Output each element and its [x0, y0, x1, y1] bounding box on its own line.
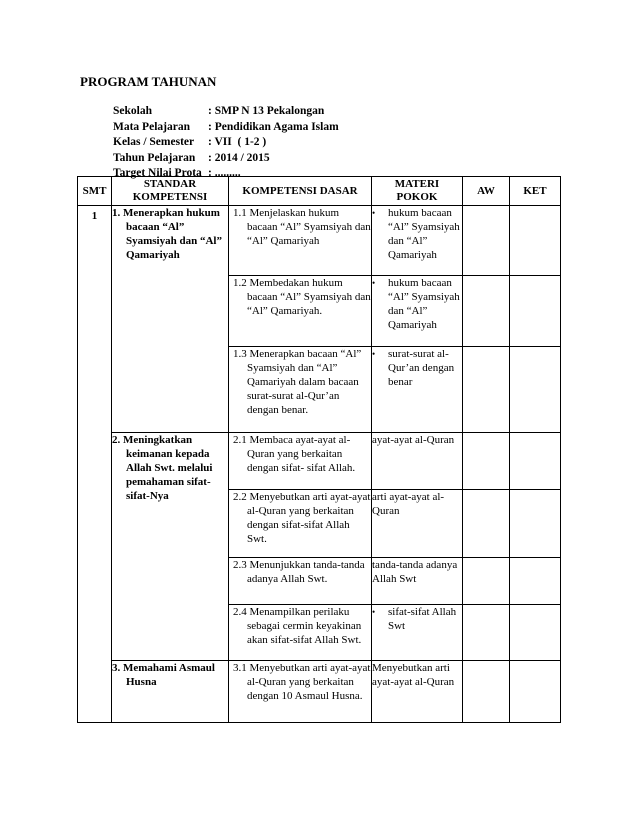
ket-cell [510, 433, 561, 490]
semester-number: 1 [91, 210, 98, 222]
info-row-mapel [113, 120, 339, 136]
mp-cell [372, 347, 463, 433]
table-row [78, 433, 561, 490]
header-kd: KOMPETENSI DASAR [229, 177, 372, 206]
mp-cell [372, 206, 463, 276]
mp-cell [372, 605, 463, 661]
aw-cell [463, 206, 510, 276]
info-value: : SMP N 13 Pekalongan [208, 105, 325, 117]
header-smt: SMT [78, 177, 112, 206]
info-label: Kelas / Semester [113, 136, 195, 148]
ket-cell [510, 661, 561, 723]
mp-text: surat-surat al-Qur’an dengan benar [388, 348, 455, 388]
info-label: Tahun Pelajaran [113, 151, 196, 164]
aw-cell [463, 276, 510, 347]
bullet-icon: • [372, 349, 376, 359]
info-value: : ......... [208, 167, 241, 179]
sk-text: 3. Memahami Asmaul Husna [112, 662, 215, 688]
info-value: : 2014 / 2015 [208, 151, 270, 164]
kd-cell [229, 433, 372, 490]
kd-cell [229, 206, 372, 276]
mp-text: ayat-ayat al-Quran [372, 434, 455, 446]
kd-text: 1.2 Membedakan hukum bacaan “Al” Syamsiyah dan “Al” Qamariyah. [233, 277, 371, 317]
aw-cell [463, 605, 510, 661]
header-sk [112, 177, 229, 206]
info-row-tahun [113, 151, 339, 167]
info-value: : VII ( 1-2 ) [208, 136, 267, 148]
ket-cell [510, 347, 561, 433]
kd-text: 2.2 Menyebutkan arti ayat-ayat al-Quran yang berkaitan dengan sifat-sifat Allah Swt. [233, 491, 371, 545]
aw-cell [463, 433, 510, 490]
info-row-kelas [113, 135, 339, 151]
info-value: : Pendidikan Agama Islam [208, 120, 339, 133]
table-row [78, 206, 561, 276]
aw-cell [463, 661, 510, 723]
kd-cell [229, 490, 372, 558]
info-label: Sekolah [113, 105, 152, 117]
info-block [113, 104, 339, 182]
kd-text: 2.3 Menunjukkan tanda-tanda adanya Allah Swt. [233, 559, 365, 585]
bullet-icon: • [372, 607, 376, 617]
kd-text: 1.3 Menerapkan bacaan “Al” Syamsiyah dan “Al” Qamariyah dalam bacaan surat-surat al-Qur’an dengan benar. [233, 348, 362, 416]
header-sk-line1: STANDAR [143, 178, 197, 190]
ket-cell [510, 605, 561, 661]
info-label: Target Nilai Prota [113, 167, 202, 179]
kd-cell [229, 605, 372, 661]
mp-text: arti ayat-ayat al-Quran [372, 491, 445, 517]
sk-cell [112, 206, 229, 433]
ket-cell [510, 206, 561, 276]
kd-text: 3.1 Menyebutkan arti ayat-ayat al-Quran yang berkaitan dengan 10 Asmaul Husna. [233, 662, 371, 702]
kd-text: 2.1 Membaca ayat-ayat al-Quran yang berkaitan dengan sifat- sifat Allah. [233, 434, 356, 474]
mp-text: hukum bacaan “Al” Syamsiyah dan “Al” Qamariyah [388, 207, 460, 261]
sk-cell [112, 661, 229, 723]
info-label: Mata Pelajaran [113, 120, 190, 133]
kd-cell [229, 276, 372, 347]
kd-cell [229, 661, 372, 723]
table-row [78, 661, 561, 723]
header-mp [372, 177, 463, 206]
mp-text: tanda-tanda adanya Allah Swt [372, 559, 458, 585]
sk-text: 2. Meningkatkan keimanan kepada Allah Swt. melalui pemahaman sifat-sifat-Nya [112, 434, 213, 502]
mp-text: sifat-sifat Allah Swt [388, 606, 457, 632]
info-row-sekolah [113, 104, 339, 120]
header-mp-line1: MATERI [394, 178, 440, 190]
sk-text: 1. Menerapkan hukum bacaan “Al” Syamsiyah dan “Al” Qamariyah [112, 207, 222, 261]
mp-text: Menyebutkan arti ayat-ayat al-Quran [372, 662, 455, 688]
header-sk-line2: KOMPETENSI [132, 191, 208, 203]
mp-cell [372, 558, 463, 605]
ket-cell [510, 490, 561, 558]
bullet-icon: • [372, 208, 376, 218]
mp-cell [372, 490, 463, 558]
header-mp-line2: POKOK [396, 191, 438, 203]
ket-cell [510, 276, 561, 347]
bullet-icon: • [372, 278, 376, 288]
mp-cell [372, 276, 463, 347]
semester-cell [78, 206, 112, 723]
aw-cell [463, 558, 510, 605]
document-title: PROGRAM TAHUNAN [80, 74, 217, 89]
mp-text: hukum bacaan “Al” Syamsiyah dan “Al” Qamariyah [388, 277, 460, 331]
kd-text: 2.4 Menampilkan perilaku sebagai cermin keyakinan akan sifat-sifat Allah Swt. [233, 606, 362, 646]
header-aw: AW [463, 177, 510, 206]
sk-cell [112, 433, 229, 661]
aw-cell [463, 347, 510, 433]
table-header-row [78, 177, 561, 206]
kd-cell [229, 347, 372, 433]
kd-text: 1.1 Menjelaskan hukum bacaan “Al” Syamsiyah dan “Al” Qamariyah [233, 207, 371, 247]
header-ket: KET [510, 177, 561, 206]
mp-cell [372, 661, 463, 723]
aw-cell [463, 490, 510, 558]
mp-cell [372, 433, 463, 490]
ket-cell [510, 558, 561, 605]
kd-cell [229, 558, 372, 605]
prota-table [77, 176, 561, 723]
